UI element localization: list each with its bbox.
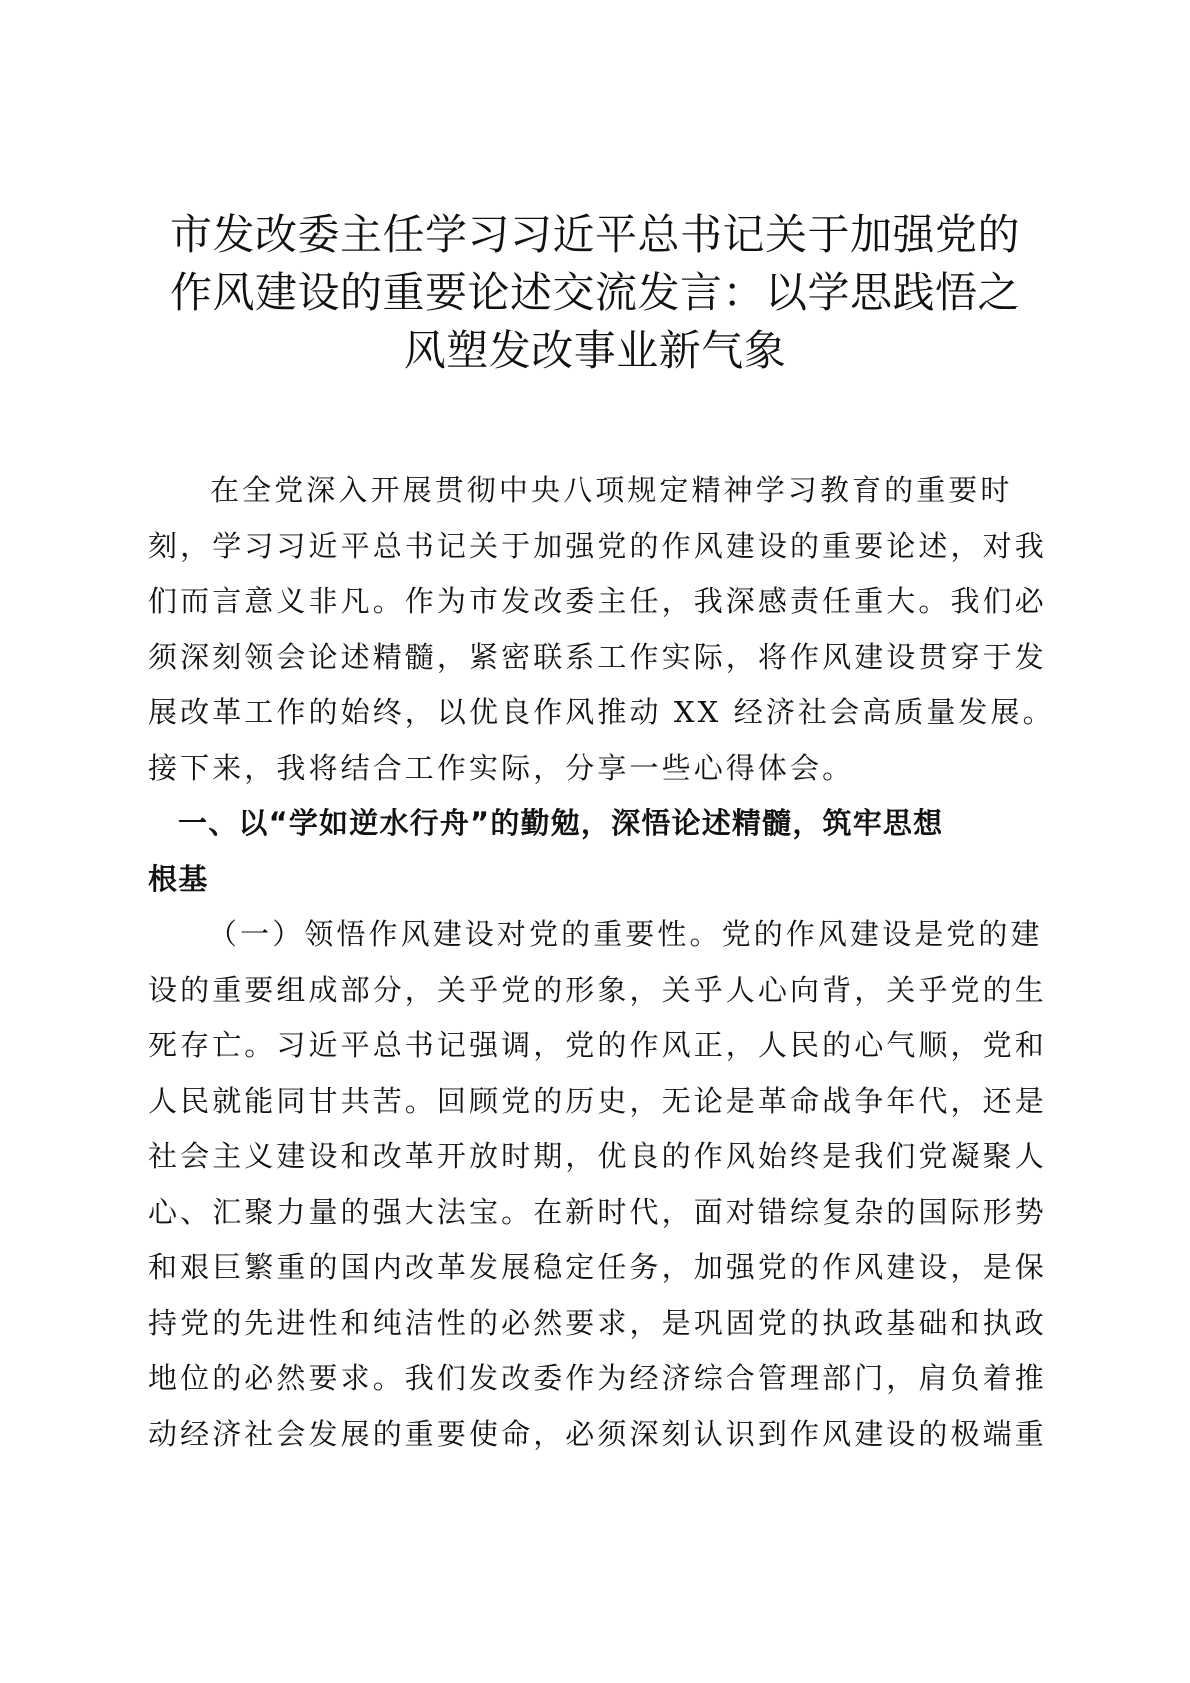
text-line: 动经济社会发展的重要使命，必须深刻认识到作风建设的极端重	[148, 1416, 1047, 1451]
title-line: 风塑发改事业新气象	[403, 326, 787, 375]
section-paragraph	[148, 907, 1047, 1462]
heading-line: 一、以“学如逆水行舟”的勤勉，深悟论述精髓，筑牢思想	[178, 806, 944, 840]
text-line: 持党的先进性和纯洁性的必然要求，是巩固党的执政基础和执政	[148, 1305, 1047, 1340]
title-line: 作风建设的重要论述交流发言：以学思践悟之	[169, 268, 1020, 317]
text-line: 社会主义建设和改革开放时期，优良的作风始终是我们党凝聚人	[148, 1139, 1047, 1173]
intro-paragraph	[148, 463, 1055, 796]
text-line: 们而言意义非凡。作为市发改委主任，我深感责任重大。我们必	[148, 584, 1047, 618]
text-line: 地位的必然要求。我们发改委作为经济综合管理部门，肩负着推	[148, 1361, 1047, 1395]
title-line: 市发改委主任学习习近平总书记关于加强党的	[169, 210, 1020, 259]
text-line: 须深刻领会论述精髓，紧密联系工作实际，将作风建设贯穿于发	[148, 639, 1047, 674]
text-line: 展改革工作的始终，以优良作风推动 XX 经济社会高质量发展。	[148, 695, 1055, 729]
text-line: 和艰巨繁重的国内改革发展稳定任务，加强党的作风建设，是保	[148, 1250, 1047, 1284]
text-line: 人民就能同甘共苦。回顾党的历史，无论是革命战争年代，还是	[148, 1083, 1047, 1118]
document-title	[140, 206, 1050, 380]
text-line: （一）领悟作风建设对党的重要性。党的作风建设是党的建	[208, 917, 1043, 951]
text-line: 接下来，我将结合工作实际，分享一些心得体会。	[148, 750, 855, 785]
text-line: 设的重要组成部分，关乎党的形象，关乎人心向背，关乎党的生	[148, 972, 1047, 1007]
text-line: 死存亡。习近平总书记强调，党的作风正，人民的心气顺，党和	[148, 1028, 1047, 1062]
text-line: 刻，学习习近平总书记关于加强党的作风建设的重要论述，对我	[148, 528, 1047, 563]
text-line: 在全党深入开展贯彻中央八项规定精神学习教育的重要时	[210, 473, 1013, 507]
document-body	[148, 463, 1055, 1462]
section-heading	[148, 796, 1040, 907]
heading-line: 根基	[148, 861, 209, 896]
text-line: 心、汇聚力量的强大法宝。在新时代，面对错综复杂的国际形势	[148, 1194, 1047, 1229]
